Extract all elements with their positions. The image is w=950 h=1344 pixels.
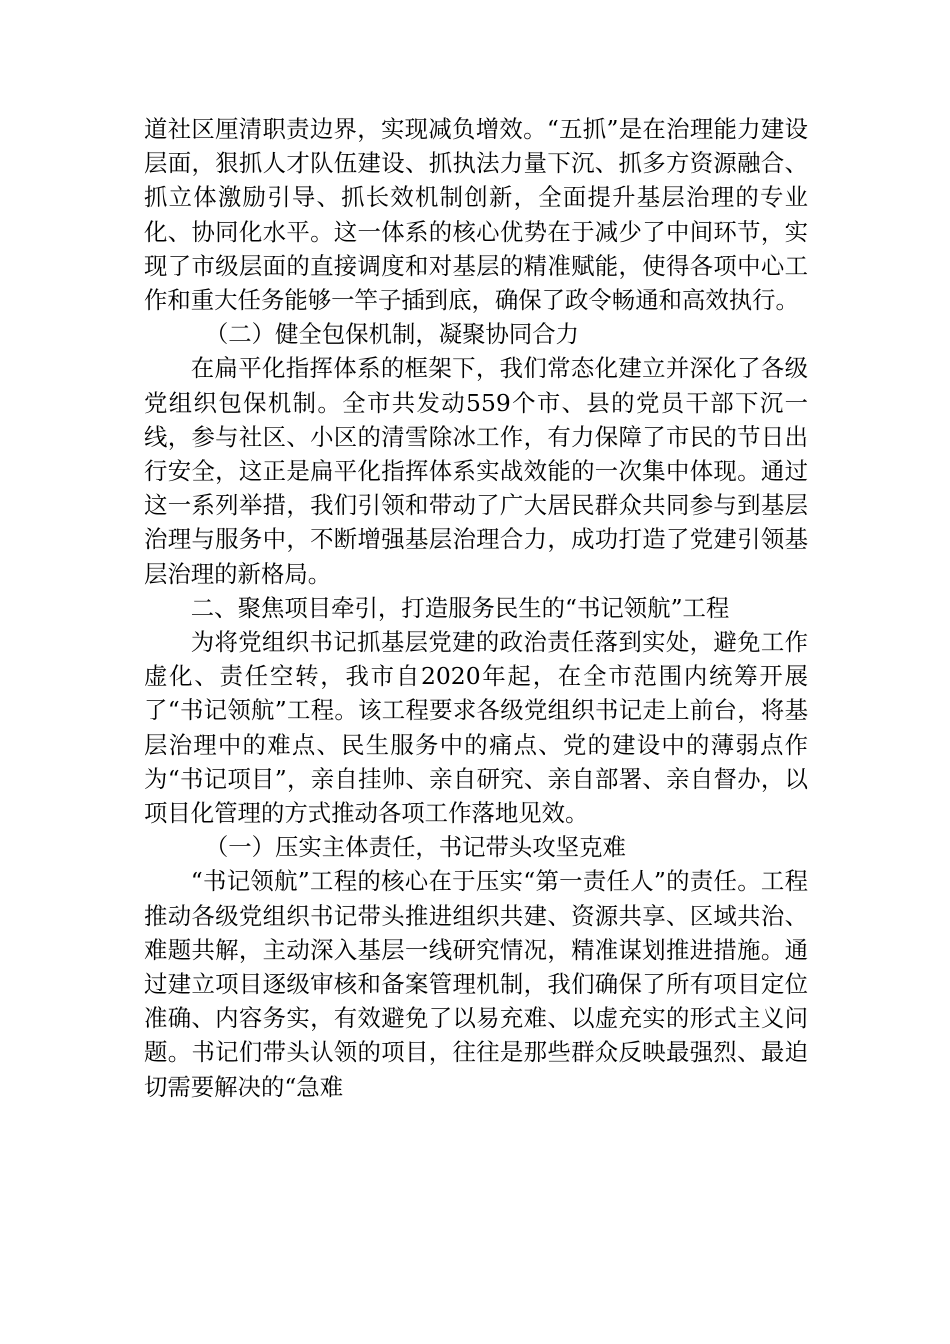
- section-heading: 二、聚焦项目牵引，打造服务民生的“书记领航”工程: [190, 593, 730, 622]
- body-paragraph: 为将党组织书记抓基层党建的政治责任落到实处，避免工作虚化、责任空转，我市自2020年起，在全市范围内统筹开展了“书记领航”工程。该工程要求各级党组织书记走上前台，将基层治理中的难点、民生服务中的痛点、党的建设中的薄弱点作为“书记项目”，亲自挂帅、亲自研究、亲自部署、亲自督办，以项目化管理的方式推动各项工作落地见效。: [144, 628, 808, 828]
- document-page: [144, 112, 808, 1104]
- body-paragraph: 在扁平化指挥体系的框架下，我们常态化建立并深化了各级党组织包保机制。全市共发动559个市、县的党员干部下沉一线，参与社区、小区的清雪除冰工作，有力保障了市民的节日出行安全，这正是扁平化指挥体系实战效能的一次集中体现。通过这一系列举措，我们引领和带动了广大居民群众共同参与到基层治理与服务中，不断增强基层治理合力，成功打造了党建引领基层治理的新格局。: [144, 354, 808, 588]
- sub-heading-1: （一）压实主体责任，书记带头攻坚克难: [204, 833, 626, 862]
- sub-heading-2: （二）健全包保机制，凝聚协同合力: [204, 320, 580, 349]
- body-paragraph-continued: 道社区厘清职责边界，实现减负增效。“五抓”是在治理能力建设层面，狠抓人才队伍建设、抓执法力量下沉、抓多方资源融合、抓立体激励引导、抓长效机制创新，全面提升基层治理的专业化、协同化水平。这一体系的核心优势在于减少了中间环节，实现了市级层面的直接调度和对基层的精准赋能，使得各项中心工作和重大任务能够一竿子插到底，确保了政令畅通和高效执行。: [144, 115, 808, 315]
- body-paragraph: “书记领航”工程的核心在于压实“第一责任人”的责任。工程推动各级党组织书记带头推进组织共建、资源共享、区域共治、难题共解，主动深入基层一线研究情况，精准谋划推进措施。通过建立项目逐级审核和备案管理机制，我们确保了所有项目定位准确、内容务实，有效避免了以易充难、以虚充实的形式主义问题。书记们带头认领的项目，往往是那些群众反映最强烈、最迫切需要解决的“急难: [144, 867, 808, 1101]
